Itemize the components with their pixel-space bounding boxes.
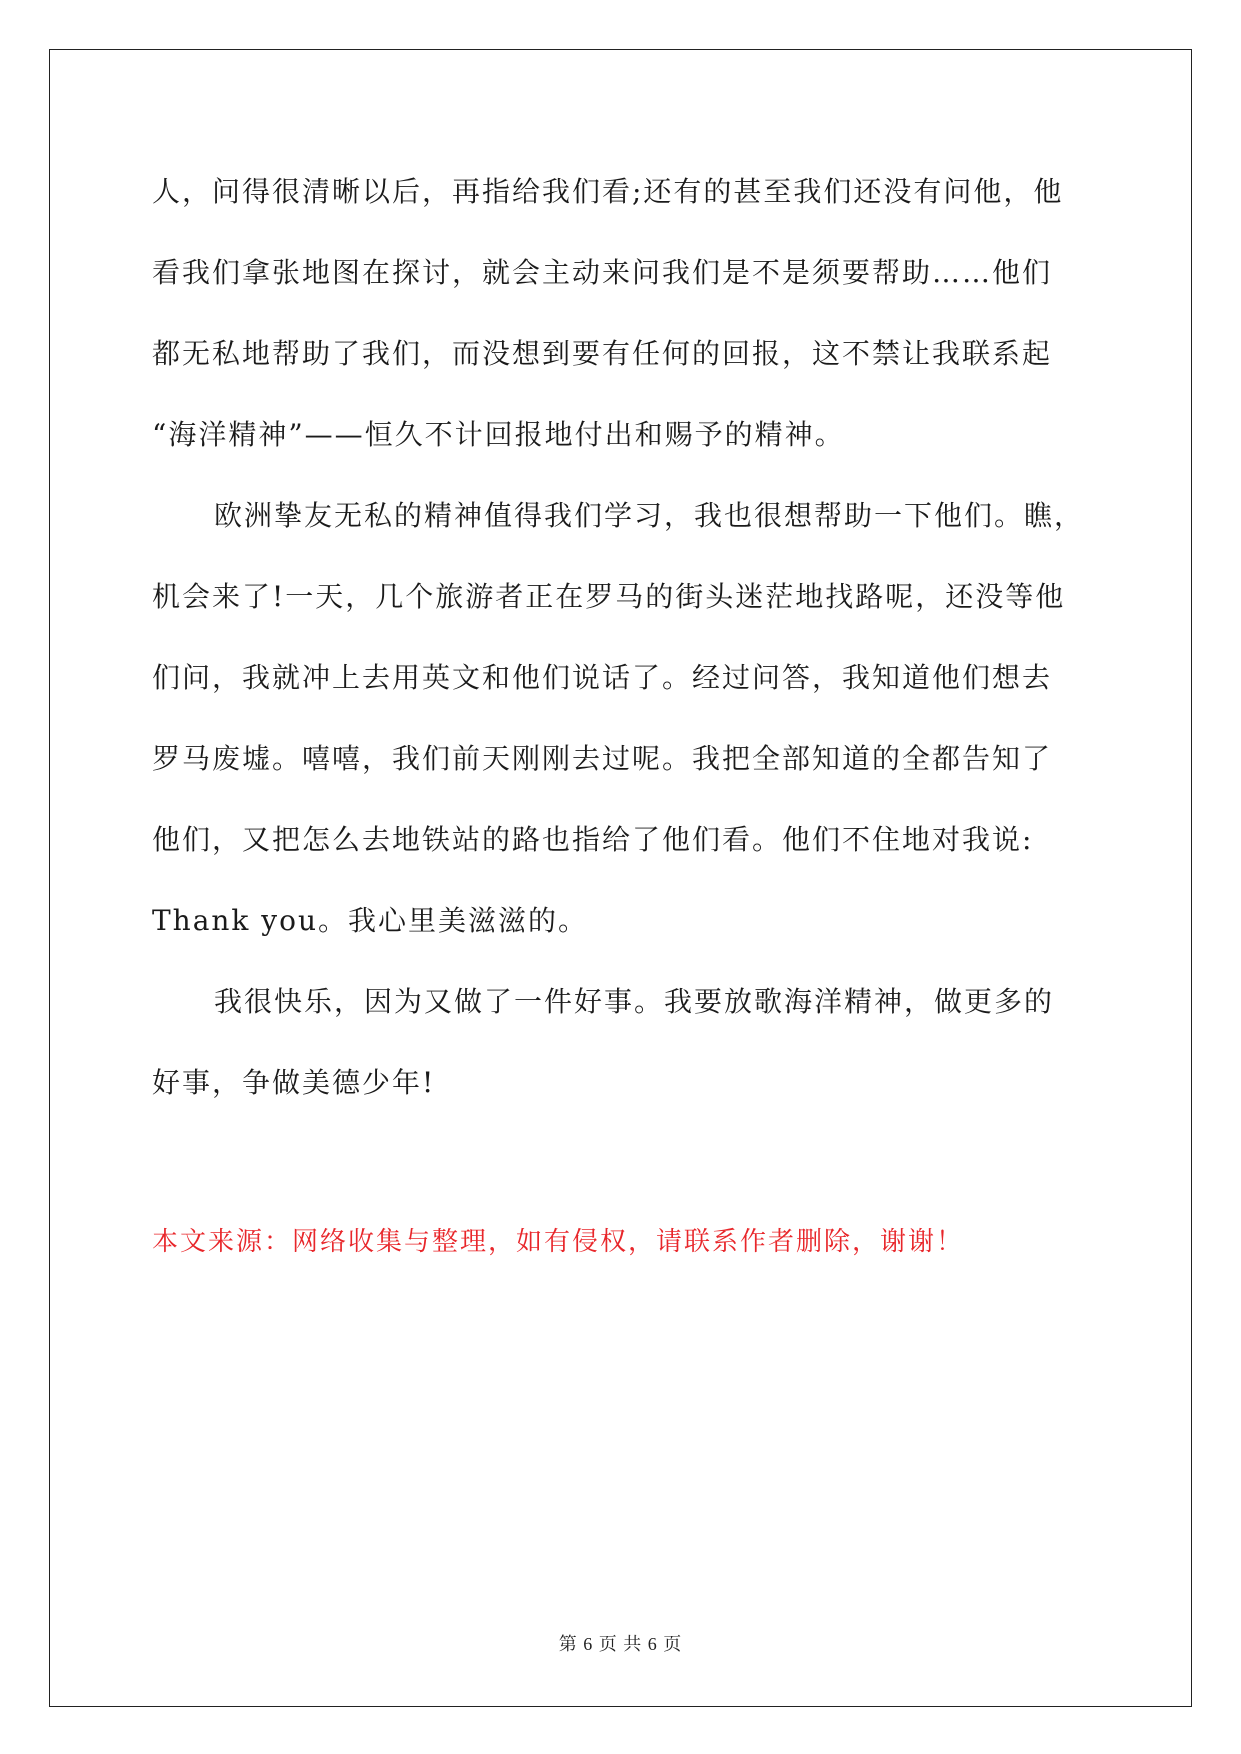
paragraph-3-line-1: 我很快乐，因为又做了一件好事。我要放歌海洋精神，做更多的 — [214, 985, 1055, 1018]
paragraph-2-line-1: 欧洲挚友无私的精神值得我们学习，我也很想帮助一下他们。瞧， — [214, 499, 1085, 532]
paragraph-2-line-3: 们问，我就冲上去用英文和他们说话了。经过问答，我知道他们想去 — [152, 661, 1053, 694]
document-body — [152, 158, 1092, 1130]
paragraph-2-line-6: Thank you。我心里美滋滋的。 — [152, 904, 589, 937]
paragraph-3-line-2: 好事，争做美德少年! — [152, 1066, 436, 1099]
source-note: 本文来源：网络收集与整理，如有侵权，请联系作者删除，谢谢！ — [152, 1227, 965, 1257]
page-number-footer: 第 6 页 共 6 页 — [558, 1634, 683, 1654]
paragraph-1-line-4: “海洋精神”——恒久不计回报地付出和赐予的精神。 — [152, 418, 845, 451]
paragraph-2-line-4: 罗马废墟。嘻嘻，我们前天刚刚去过呢。我把全部知道的全都告知了 — [152, 742, 1053, 775]
paragraph-1-line-3: 都无私地帮助了我们，而没想到要有任何的回报，这不禁让我联系起 — [152, 337, 1053, 370]
paragraph-2-line-2: 机会来了!一天，几个旅游者正在罗马的街头迷茫地找路呢，还没等他 — [152, 580, 1066, 613]
paragraph-1-line-2: 看我们拿张地图在探讨，就会主动来问我们是不是须要帮助……他们 — [152, 256, 1053, 289]
paragraph-2-line-5: 他们，又把怎么去地铁站的路也指给了他们看。他们不住地对我说: — [152, 823, 1034, 856]
paragraph-1-line-1: 人，问得很清晰以后，再指给我们看;还有的甚至我们还没有问他，他 — [152, 175, 1064, 208]
